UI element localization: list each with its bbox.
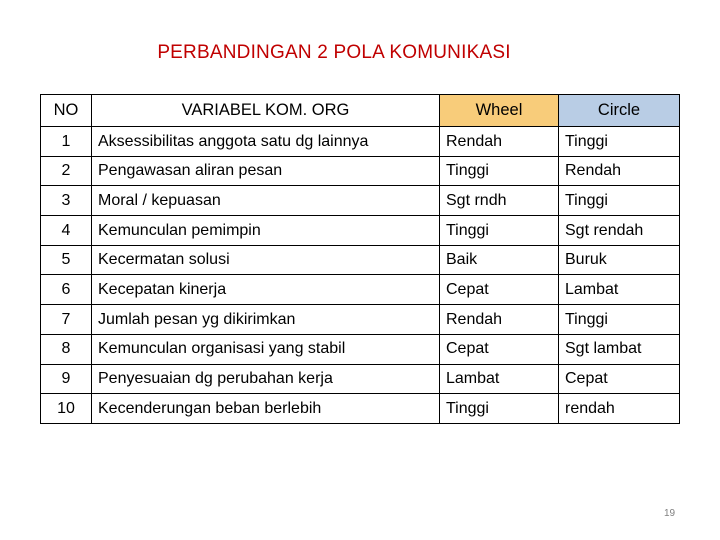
row-number-cell: 1: [41, 127, 92, 157]
wheel-cell: Tinggi: [440, 394, 559, 424]
table-row: [41, 127, 680, 157]
page-title: PERBANDINGAN 2 POLA KOMUNIKASI: [157, 42, 511, 63]
row-number-cell: 4: [41, 216, 92, 246]
circle-cell: Sgt rendah: [559, 216, 680, 246]
row-number-cell: 6: [41, 275, 92, 305]
variable-cell: Penyesuaian dg perubahan kerja: [92, 364, 440, 394]
row-number-cell: 3: [41, 186, 92, 216]
table-row: [41, 275, 680, 305]
circle-cell: Tinggi: [559, 127, 680, 157]
wheel-cell: Cepat: [440, 275, 559, 305]
circle-cell: Sgt lambat: [559, 334, 680, 364]
table-row: [41, 305, 680, 335]
page-number: 19: [664, 508, 676, 519]
table-header-row: [41, 95, 680, 127]
table-row: [41, 334, 680, 364]
circle-cell: Buruk: [559, 245, 680, 275]
circle-cell: Tinggi: [559, 186, 680, 216]
comparison-table: [40, 94, 680, 424]
circle-cell: Rendah: [559, 156, 680, 186]
table-row: [41, 364, 680, 394]
variable-cell: Pengawasan aliran pesan: [92, 156, 440, 186]
table-row: [41, 186, 680, 216]
variable-cell: Moral / kepuasan: [92, 186, 440, 216]
table-row: [41, 245, 680, 275]
circle-cell: Lambat: [559, 275, 680, 305]
table-body: [41, 127, 680, 424]
variable-cell: Kemunculan organisasi yang stabil: [92, 334, 440, 364]
variable-cell: Kecermatan solusi: [92, 245, 440, 275]
wheel-cell: Baik: [440, 245, 559, 275]
variable-cell: Kemunculan pemimpin: [92, 216, 440, 246]
table-row: [41, 156, 680, 186]
row-number-cell: 7: [41, 305, 92, 335]
wheel-cell: Tinggi: [440, 156, 559, 186]
variable-cell: Aksessibilitas anggota satu dg lainnya: [92, 127, 440, 157]
wheel-cell: Lambat: [440, 364, 559, 394]
row-number-cell: 8: [41, 334, 92, 364]
variable-cell: Jumlah pesan yg dikirimkan: [92, 305, 440, 335]
circle-cell: Tinggi: [559, 305, 680, 335]
wheel-cell: Rendah: [440, 127, 559, 157]
wheel-cell: Rendah: [440, 305, 559, 335]
circle-cell: rendah: [559, 394, 680, 424]
row-number-cell: 10: [41, 394, 92, 424]
wheel-cell: Cepat: [440, 334, 559, 364]
circle-cell: Cepat: [559, 364, 680, 394]
variable-cell: Kecepatan kinerja: [92, 275, 440, 305]
wheel-cell: Sgt rndh: [440, 186, 559, 216]
header-circle: Circle: [559, 95, 680, 127]
header-variable: VARIABEL KOM. ORG: [92, 95, 440, 127]
row-number-cell: 2: [41, 156, 92, 186]
header-wheel: Wheel: [440, 95, 559, 127]
variable-cell: Kecenderungan beban berlebih: [92, 394, 440, 424]
header-no: NO: [41, 95, 92, 127]
table-row: [41, 216, 680, 246]
row-number-cell: 9: [41, 364, 92, 394]
table-row: [41, 394, 680, 424]
wheel-cell: Tinggi: [440, 216, 559, 246]
row-number-cell: 5: [41, 245, 92, 275]
